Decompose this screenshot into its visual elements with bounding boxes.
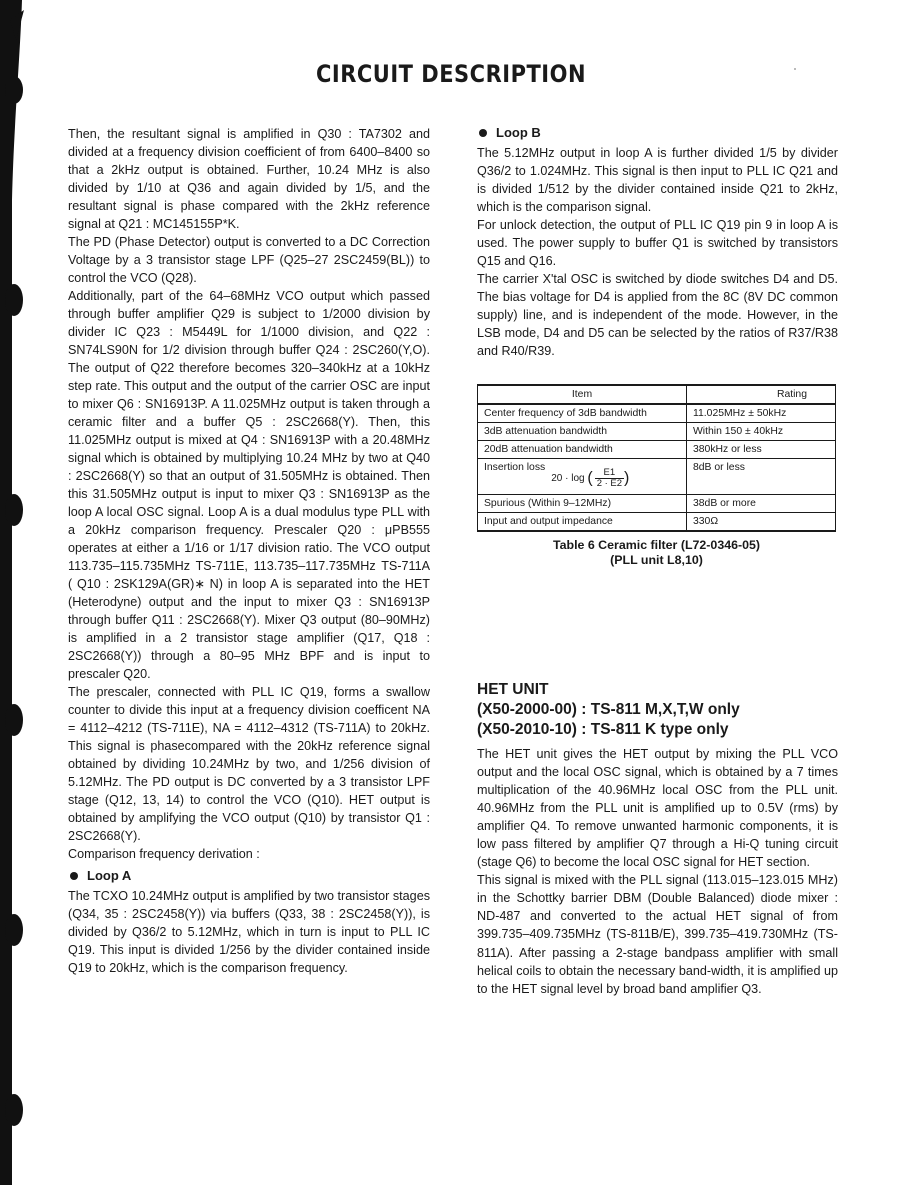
paragraph: The HET unit gives the HET output by mixing the PLL VCO output and the local OSC signal, which is obtained by a 7 times multiplication of the 40.96MHz local OSC from the PLL unit. 40.96MHz from the PLL unit is amplified up to 0.5V (rms) by amplifier Q4. To remove unwanted harmonic components, it is low pass filtered by amplifier Q7 through a Hi-Q tuning circuit (stage Q6) to become the local OSC signal for HET section. [477,747,838,870]
table-cell-item: 20dB attenuation bandwidth [478,441,687,459]
table-caption-line: Table 6 Ceramic filter (L72-0346-05) [552,538,761,552]
table-cell-rating: Within 150 ± 40kHz [687,423,836,441]
paragraph: This signal is mixed with the PLL signal (113.015–123.015 MHz) in the Schottky barrier DBM (Double Balanced) diode mixer : ND-487 and converted to the actual HET signal of from 399.735–409.735MHz (TS-811B/E), 399.735–419.730MHz (TS-811A). After passing a 2-stage bandpass amplifier with small helical coils to obtain the necessary band-width, it is amplified up to the HET signal level by broad band amplifier Q3. [477,873,838,996]
formula-denominator: 2 · E2 [596,478,623,489]
paragraph: For unlock detection, the output of PLL IC Q19 pin 9 in loop A is used. The power supply to buffer Q1 is switched by transistors Q15 and Q16. [477,218,838,268]
column-header-rating: Rating [687,385,836,404]
loop-b-heading-text: Loop B [496,125,541,140]
bullet-icon [479,129,487,137]
table-cell-item: Center frequency of 3dB bandwidth [478,404,687,423]
loop-a-heading [68,867,430,885]
table-row [478,513,836,532]
table-cell-item: Spurious (Within 9–12MHz) [478,495,687,513]
formula-fraction [595,468,624,489]
table-cell-item [478,459,687,495]
het-unit-subtitle: (X50-2000-00) : TS-811 M,X,T,W only [477,701,740,718]
loop-a-heading-text: Loop A [87,868,132,883]
table-caption [477,538,836,568]
ceramic-filter-table [477,384,836,532]
paragraph: The PD (Phase Detector) output is converted to a DC Correction Voltage by a 3 transistor stage LPF (Q25–27 2SC2459(BL)) to control the VCO (Q28). [68,235,430,285]
insertion-loss-label: Insertion loss [484,462,546,473]
table-cell-rating: 8dB or less [687,459,836,495]
paragraph: The carrier X'tal OSC is switched by diode switches D4 and D5. The bias voltage for D4 is applied from the 8C (8V DC common supply) line, and is independent of the mode. However, in the LSB mode, D4 and D5 can be selected by the ratios of R37/R38 and R40/R39. [477,272,838,358]
bullet-icon [70,872,78,880]
table-row [478,459,836,495]
paragraph: Then, the resultant signal is amplified in Q30 : TA7302 and divided at a frequency division coefficient of from 6400–8400 so that a 2kHz output is obtained. Further, 10.24 MHz is also divided by 1/10 at Q36 and again divided by 1/5, and the resultant signal is phase compared with the 2kHz reference signal at Q21 : MC145155P*K. [68,127,430,231]
het-unit-heading [477,680,857,740]
table-cell-rating: 330Ω [687,513,836,532]
table-header-row [478,385,836,404]
table-row [478,441,836,459]
paragraph: Comparison frequency derivation : [68,847,260,861]
table-row [478,404,836,423]
left-column [68,125,430,977]
table-cell-rating: 38dB or more [687,495,836,513]
right-column [477,124,838,360]
table-cell-rating: 380kHz or less [687,441,836,459]
formula-numerator: E1 [595,468,624,479]
het-unit-subtitle: (X50-2010-10) : TS-811 K type only [477,721,729,738]
table-caption-line: (PLL unit L8,10) [610,553,703,567]
paragraph: The prescaler, connected with PLL IC Q19, forms a swallow counter to divide this input at a frequency division coefficent NA = 4112–4212 (TS-711E), NA = 4112–4312 (TS-711A) to 20kHz. This signal is phasecompared with the 20kHz reference signal obtained by dividing 10.24MHz by two, and 1/256 division of 5.12MHz. The PD output is DC converted by a 3 transistor LPF stage (Q12, 13, 14) to control the VCO (Q10). HET output is obtained by amplifying the VCO output (Q10) by transistor Q1 : 2SC2668(Y). [68,685,430,843]
formula-prefix: 20 · log [551,473,585,485]
loop-b-heading [477,124,838,142]
column-header-item: Item [478,385,687,404]
paragraph: The TCXO 10.24MHz output is amplified by two transistor stages (Q34, 35 : 2SC2458(Y)) via buffers (Q33, 38 : 2SC2458(Y)), is divided by Q36/2 to 5.12MHz, which in turn is input to PLL IC Q19. This input is divided 1/256 by the divider contained inside Q19 to 20kHz, which is the comparison frequency. [68,889,430,975]
het-unit-title: HET UNIT [477,681,549,698]
table-cell-item: 3dB attenuation bandwidth [478,423,687,441]
table-cell-rating: 11.025MHz ± 50kHz [687,404,836,423]
table-row [478,423,836,441]
het-unit-body [477,745,838,998]
page-title: CIRCUIT DESCRIPTION [315,60,587,88]
paragraph: The 5.12MHz output in loop A is further divided 1/5 by divider Q36/2 to 1.024MHz. This signal is then input to PLL IC Q21 and is divided 1/512 by the divider contained inside Q21 to 2kHz, which is the comparison signal. [477,146,838,214]
table-row [478,495,836,513]
binder-edge-artifact [0,0,30,1185]
insertion-loss-formula: 20 · log ( $\frac{E1}{2 \cdot E2}$ ) [551,467,630,489]
table-cell-item: Input and output impedance [478,513,687,532]
paragraph: Additionally, part of the 64–68MHz VCO output which passed through buffer amplifier Q29 is subject to 1/2000 division by divider IC Q23 : M5449L for 1/1000 division, and Q22 : SN74LS90N for 1/2 division through buffer Q24 : 2SC260(Y,O). The output of Q22 therefore becomes 320–340kHz at a 10kHz step rate. This output and the output of the carrier OSC are input to mixer Q6 : SN16913P. A 11.025MHz output is taken through a ceramic filter and a buffer Q5 : 2SC2668(Y). Then, this 11.025MHz output is mixed at Q4 : SN16913P with a 20.48MHz signal which is obtained by multiplying 10.24 MHz by two at Q40 : 2SC2668(Y) so that an output of 31.505MHz is obtained. Then this 31.505MHz output is input to mixer Q3 : SN16913P as the loop A local OSC signal. Loop A is a dual modulus type PLL with a 20kHz comparison frequency. Prescaler Q20 : μPB555 operates at either a 1/16 or 1/17 division ratio. The VCO output 113.735–115.735MHz TS-711E, 113.735–117.735MHz TS-711A ( Q10 : 2SK129A(GR)∗ N) in loop A is separated into the HET (Heterodyne) output and the input to mixer Q3 : SN16913P through buffer Q11 : 2SC2668(Y). Mixer Q3 output (80–90MHz) is amplified in a 2 transistor stage amplifier (Q17, Q18 : 2SC2668(Y)) through a 80–95 MHz BPF and is input to prescaler Q20. [68,289,430,681]
